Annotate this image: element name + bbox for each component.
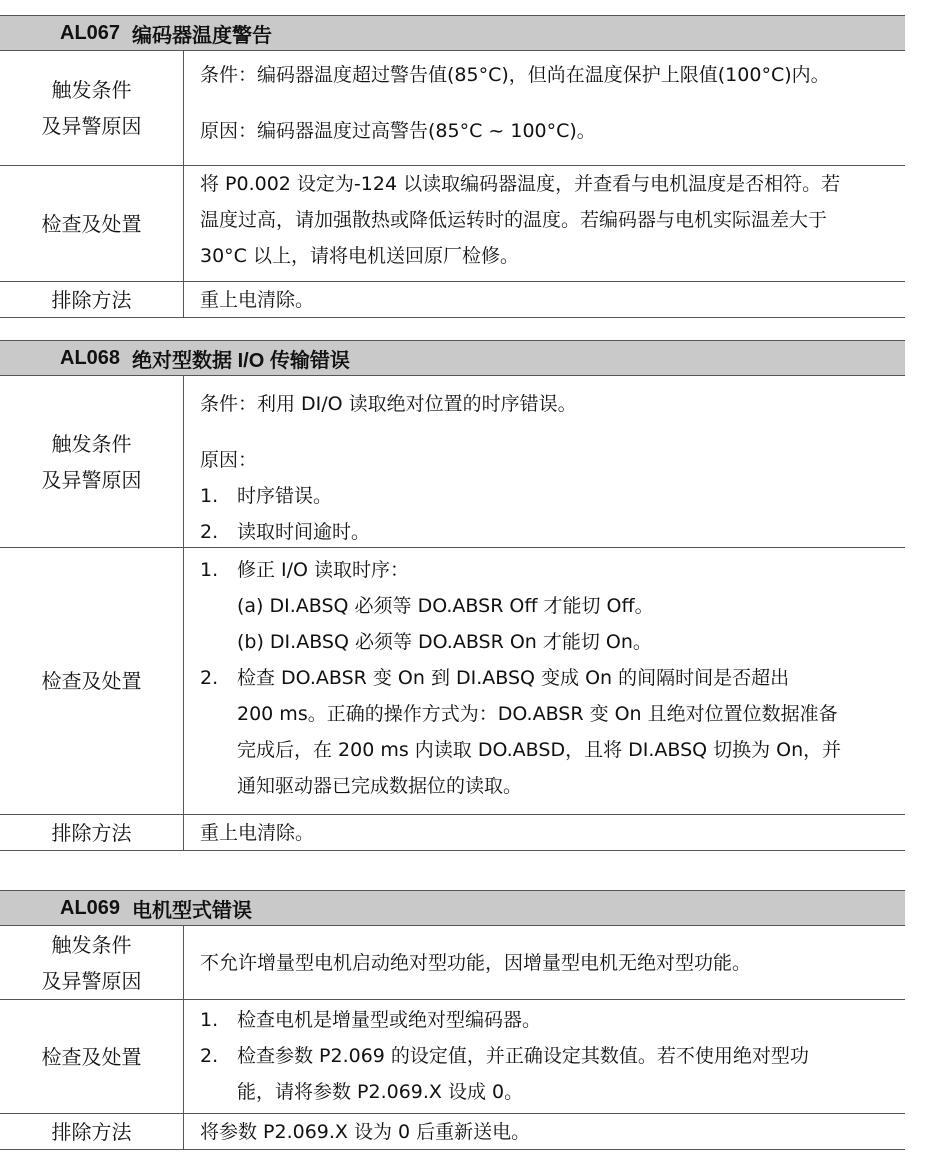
clear-label: 排除方法 [0, 815, 184, 850]
clear-label: 排除方法 [0, 1114, 184, 1149]
check-item [200, 660, 905, 696]
trigger-label-line1: 触发条件 [51, 78, 132, 102]
alarm-title: 绝对型数据 I/O 传输错误 [132, 349, 350, 372]
check-num: 2. [200, 1045, 219, 1067]
check-cont-line: 完成后，在 200 ms 内读取 DO.ABSD，且将 DI.ABSQ 切换为 On，并 [237, 739, 842, 761]
clear-row [0, 1114, 905, 1150]
cause-num: 1. [200, 485, 219, 507]
check-label: 检查及处置 [0, 166, 184, 281]
alarm-header [0, 340, 905, 376]
check-content [184, 548, 905, 814]
check-label: 检查及处置 [0, 1000, 184, 1113]
condition-text: 条件：编码器温度超过警告值(85°C)，但尚在温度保护上限值(100°C)内。 [200, 64, 830, 86]
alarm-al067 [0, 15, 905, 318]
cause-item-text: 读取时间逾时。 [237, 521, 371, 543]
check-item [200, 1002, 905, 1038]
clear-row [0, 815, 905, 851]
check-line: 温度过高，请加强散热或降低运转时的温度。若编码器与电机实际温差大于 [200, 209, 828, 231]
check-cont-line: 能，请将参数 P2.069.X 设成 0。 [237, 1081, 524, 1103]
check-item [200, 1038, 905, 1074]
trigger-label-line1: 触发条件 [51, 932, 132, 957]
clear-text: 将参数 P2.069.X 设为 0 后重新送电。 [200, 1120, 531, 1143]
trigger-label-line2: 及异警原因 [41, 968, 142, 993]
check-num: 2. [200, 667, 219, 689]
clear-row [0, 282, 905, 318]
check-content [184, 1000, 905, 1113]
check-cont-line: 200 ms。正确的操作方式为：DO.ABSR 变 On 且绝对位置位数据准备 [237, 703, 838, 725]
alarm-code: AL069 [60, 896, 121, 919]
clear-text: 重上电清除。 [200, 821, 315, 844]
alarm-al068 [0, 340, 905, 851]
trigger-label [0, 51, 184, 165]
trigger-content [184, 376, 905, 547]
check-num: 1. [200, 559, 219, 581]
check-item-text: 修正 I/O 读取时序： [237, 559, 410, 581]
check-item-text: 检查 DO.ABSR 变 On 到 DI.ABSQ 变成 On 的间隔时间是否超出 [237, 667, 790, 689]
alarm-title: 电机型式错误 [132, 899, 253, 922]
check-item-text: 检查参数 P2.069 的设定值，并正确设定其数值。若不使用绝对型功 [237, 1045, 809, 1067]
trigger-text: 不允许增量型电机启动绝对型功能，因增量型电机无绝对型功能。 [200, 951, 752, 974]
trigger-label [0, 926, 184, 999]
trigger-label-line1: 触发条件 [51, 431, 132, 456]
cause-item [200, 478, 905, 514]
check-row [0, 1000, 905, 1114]
trigger-row [0, 926, 905, 1000]
check-label: 检查及处置 [0, 548, 184, 814]
check-item-text: 检查电机是增量型或绝对型编码器。 [237, 1009, 542, 1031]
check-row [0, 548, 905, 815]
check-content [184, 166, 905, 281]
check-subitem: (b) DI.ABSQ 必须等 DO.ABSR On 才能切 On。 [237, 631, 652, 653]
trigger-label-line2: 及异警原因 [41, 114, 142, 138]
alarm-al069 [0, 890, 905, 1150]
trigger-label [0, 376, 184, 547]
alarm-code: AL068 [60, 346, 121, 369]
check-line: 将 P0.002 设定为-124 以读取编码器温度，并查看与电机温度是否相符。若 [200, 173, 841, 195]
clear-text: 重上电清除。 [200, 288, 315, 311]
cause-item-text: 时序错误。 [237, 485, 333, 507]
check-line: 30°C 以上，请将电机送回原厂检修。 [200, 245, 519, 267]
clear-label: 排除方法 [0, 282, 184, 317]
alarm-code: AL067 [60, 21, 121, 44]
alarm-header [0, 15, 905, 51]
cause-item [200, 514, 905, 550]
alarm-title: 编码器温度警告 [132, 24, 273, 47]
cause-num: 2. [200, 521, 219, 543]
cause-text: 原因：编码器温度过高警告(85°C ~ 100°C)。 [200, 120, 596, 142]
trigger-content [184, 51, 905, 165]
check-subitem: (a) DI.ABSQ 必须等 DO.ABSR Off 才能切 Off。 [237, 595, 654, 617]
alarm-header [0, 890, 905, 926]
check-row [0, 166, 905, 282]
cause-label: 原因： [200, 449, 258, 471]
condition-text: 条件：利用 DI/O 读取绝对位置的时序错误。 [200, 393, 577, 415]
trigger-row [0, 376, 905, 548]
trigger-label-line2: 及异警原因 [41, 467, 142, 492]
check-cont-line: 通知驱动器已完成数据位的读取。 [237, 775, 523, 797]
trigger-row [0, 51, 905, 166]
check-num: 1. [200, 1009, 219, 1031]
check-item [200, 552, 905, 588]
